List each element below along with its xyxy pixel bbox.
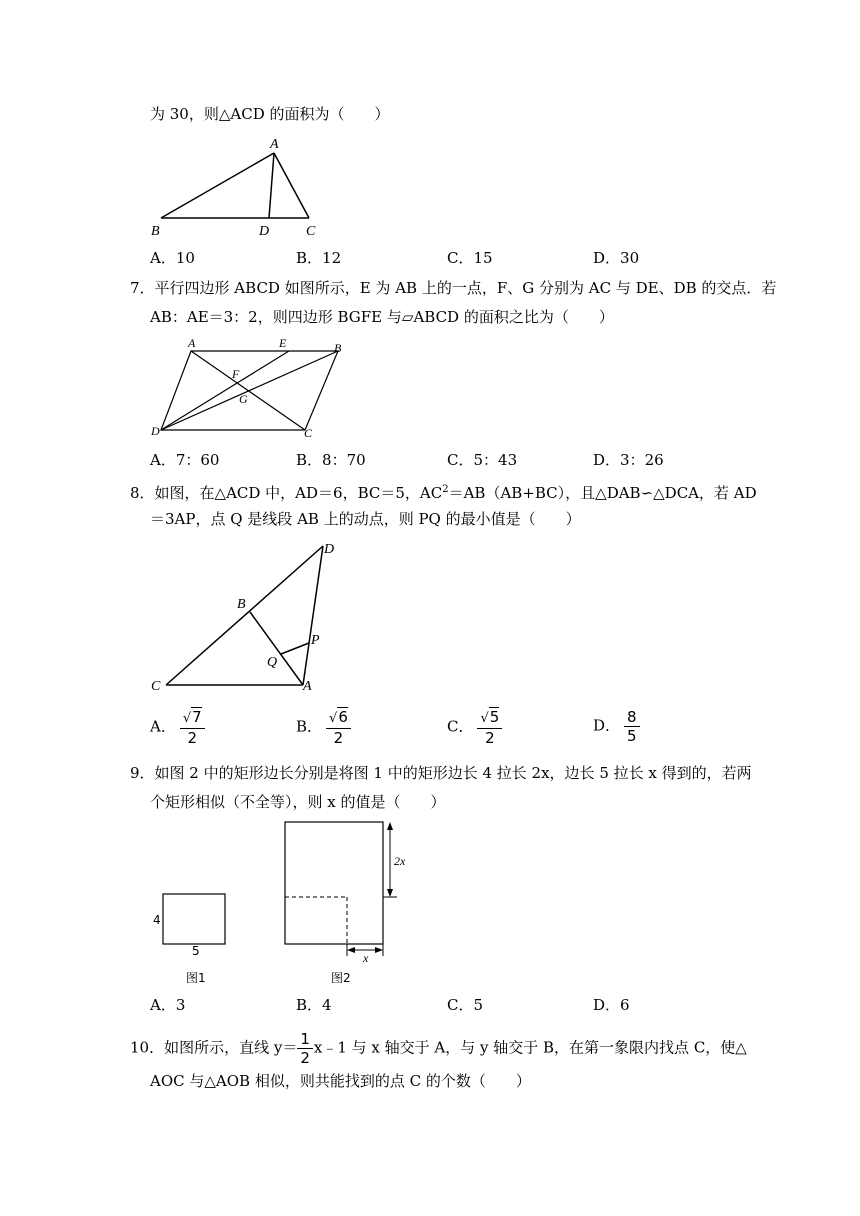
q8-option-d-prefix: D． [593,716,621,735]
q8-option-a-denominator: 2 [187,729,198,747]
q7-label-d: D [151,424,160,438]
q6-option-a: A．10 [150,249,195,267]
q10-stem-part2: x﹣1 与 x 轴交于 A，与 y 轴交于 B，在第一象限内找点 C，使△ [313,1038,747,1057]
q8-label-c: C [151,679,161,694]
q7-label-f: F [232,367,240,381]
q8-option-c-fraction: $\frac{√5}{2}$ [477,708,502,747]
q10-stem-part1: 10．如图所示，直线 y＝ [130,1038,298,1057]
q8-option-a-numerator: 7 [192,708,202,726]
q9-fig1-caption: 图1 [186,971,206,985]
q6-triangle-figure [145,135,335,240]
q8-option-a-fraction: $\frac{√7}{2}$ [180,708,205,747]
q6-label-c: C [306,224,316,239]
q7-option-c: C．5：43 [447,451,518,469]
q7-option-b: B．8：70 [296,451,366,469]
q9-fig2-side-bottom: x [363,951,369,965]
q7-label-g: G [239,392,248,406]
q8-option-c-numerator: 5 [489,708,500,726]
q8-option-a-prefix: A． [150,717,176,736]
q7-stem-line1: 7．平行四边形 ABCD 如图所示，E 为 AB 上的一点，F、G 分别为 AC 与 DE、DB 的交点．若 [130,279,777,297]
q9-stem-line1: 9．如图 2 中的矩形边长分别是将图 1 中的矩形边长 4 拉长 2x，边长 5 拉长 x 得到的，若两 [130,764,752,782]
q6-label-b: B [151,224,160,239]
q6-option-b: B．12 [296,249,342,267]
q7-parallelogram-figure [148,336,353,441]
q6-label-a: A [270,137,279,152]
q8-stem-part2: ＝AB（AB+BC），且△DAB∽△DCA，若 AD [448,484,757,502]
q8-stem-part1: 8．如图，在△ACD 中，AD＝6，BC＝5，AC [130,484,443,502]
q8-stem-superscript: 2 [442,484,449,495]
q10-fraction [297,1030,313,1067]
q7-label-c: C [304,426,313,440]
q10-stem-line1 [130,1030,747,1067]
q8-option-c [447,708,502,747]
q9-option-a: A．3 [150,996,186,1014]
q6-option-c: C．15 [447,249,493,267]
q7-label-e: E [279,336,287,350]
q7-option-d: D．3：26 [593,451,664,469]
q8-option-c-denominator: 2 [485,729,495,747]
q9-fig1-side-bottom: 5 [192,944,200,958]
q8-label-q: Q [267,655,278,670]
q8-option-b-numerator: 6 [338,708,348,726]
q7-option-a: A．7：60 [150,451,220,469]
q8-option-b-denominator: 2 [333,729,344,747]
q8-label-a: A [303,679,312,694]
q8-option-a [150,708,205,747]
q8-stem-line2: ＝3AP，点 Q 是线段 AB 上的动点，则 PQ 的最小值是（ ） [150,510,581,528]
q10-fraction-denominator: 2 [300,1049,310,1067]
q8-option-b-fraction: $\frac{√6}{2}$ [326,708,351,747]
q8-option-d-denominator: 5 [627,727,637,745]
q9-option-d: D．6 [593,996,630,1014]
q9-fig2-caption: 图2 [331,971,351,985]
q8-stem-line1 [130,480,757,503]
q8-option-b [296,708,351,747]
q8-option-d [593,708,640,745]
q6-stem: 为 30，则△ACD 的面积为（ ） [150,105,390,123]
q8-triangle-figure [148,538,348,698]
q7-label-b: B [334,341,342,355]
q6-label-d: D [259,224,270,239]
q8-label-d: D [324,542,335,557]
q10-stem-line2: AOC 与△AOB 相似，则共能找到的点 C 的个数（ ） [150,1072,531,1090]
q9-stem-line2: 个矩形相似（不全等），则 x 的值是（ ） [150,793,446,811]
q8-label-p: P [311,633,320,648]
q8-option-c-prefix: C． [447,717,474,736]
q9-fig1-side-left: 4 [153,913,161,927]
q8-option-b-prefix: B． [296,717,323,736]
q6-option-d: D．30 [593,249,640,267]
q8-option-d-numerator: 8 [624,708,640,727]
q10-fraction-numerator: 1 [297,1030,313,1049]
q9-option-b: B．4 [296,996,332,1014]
q9-fig2-side-right: 2x [394,854,406,868]
q9-option-c: C．5 [447,996,484,1014]
q8-label-b: B [237,597,246,612]
q7-stem-line2: AB：AE＝3：2，则四边形 BGFE 与▱ABCD 的面积之比为（ ） [150,308,614,326]
q7-label-a: A [188,336,196,350]
q9-rectangles-figure [145,815,415,990]
q8-option-d-fraction [624,708,640,745]
